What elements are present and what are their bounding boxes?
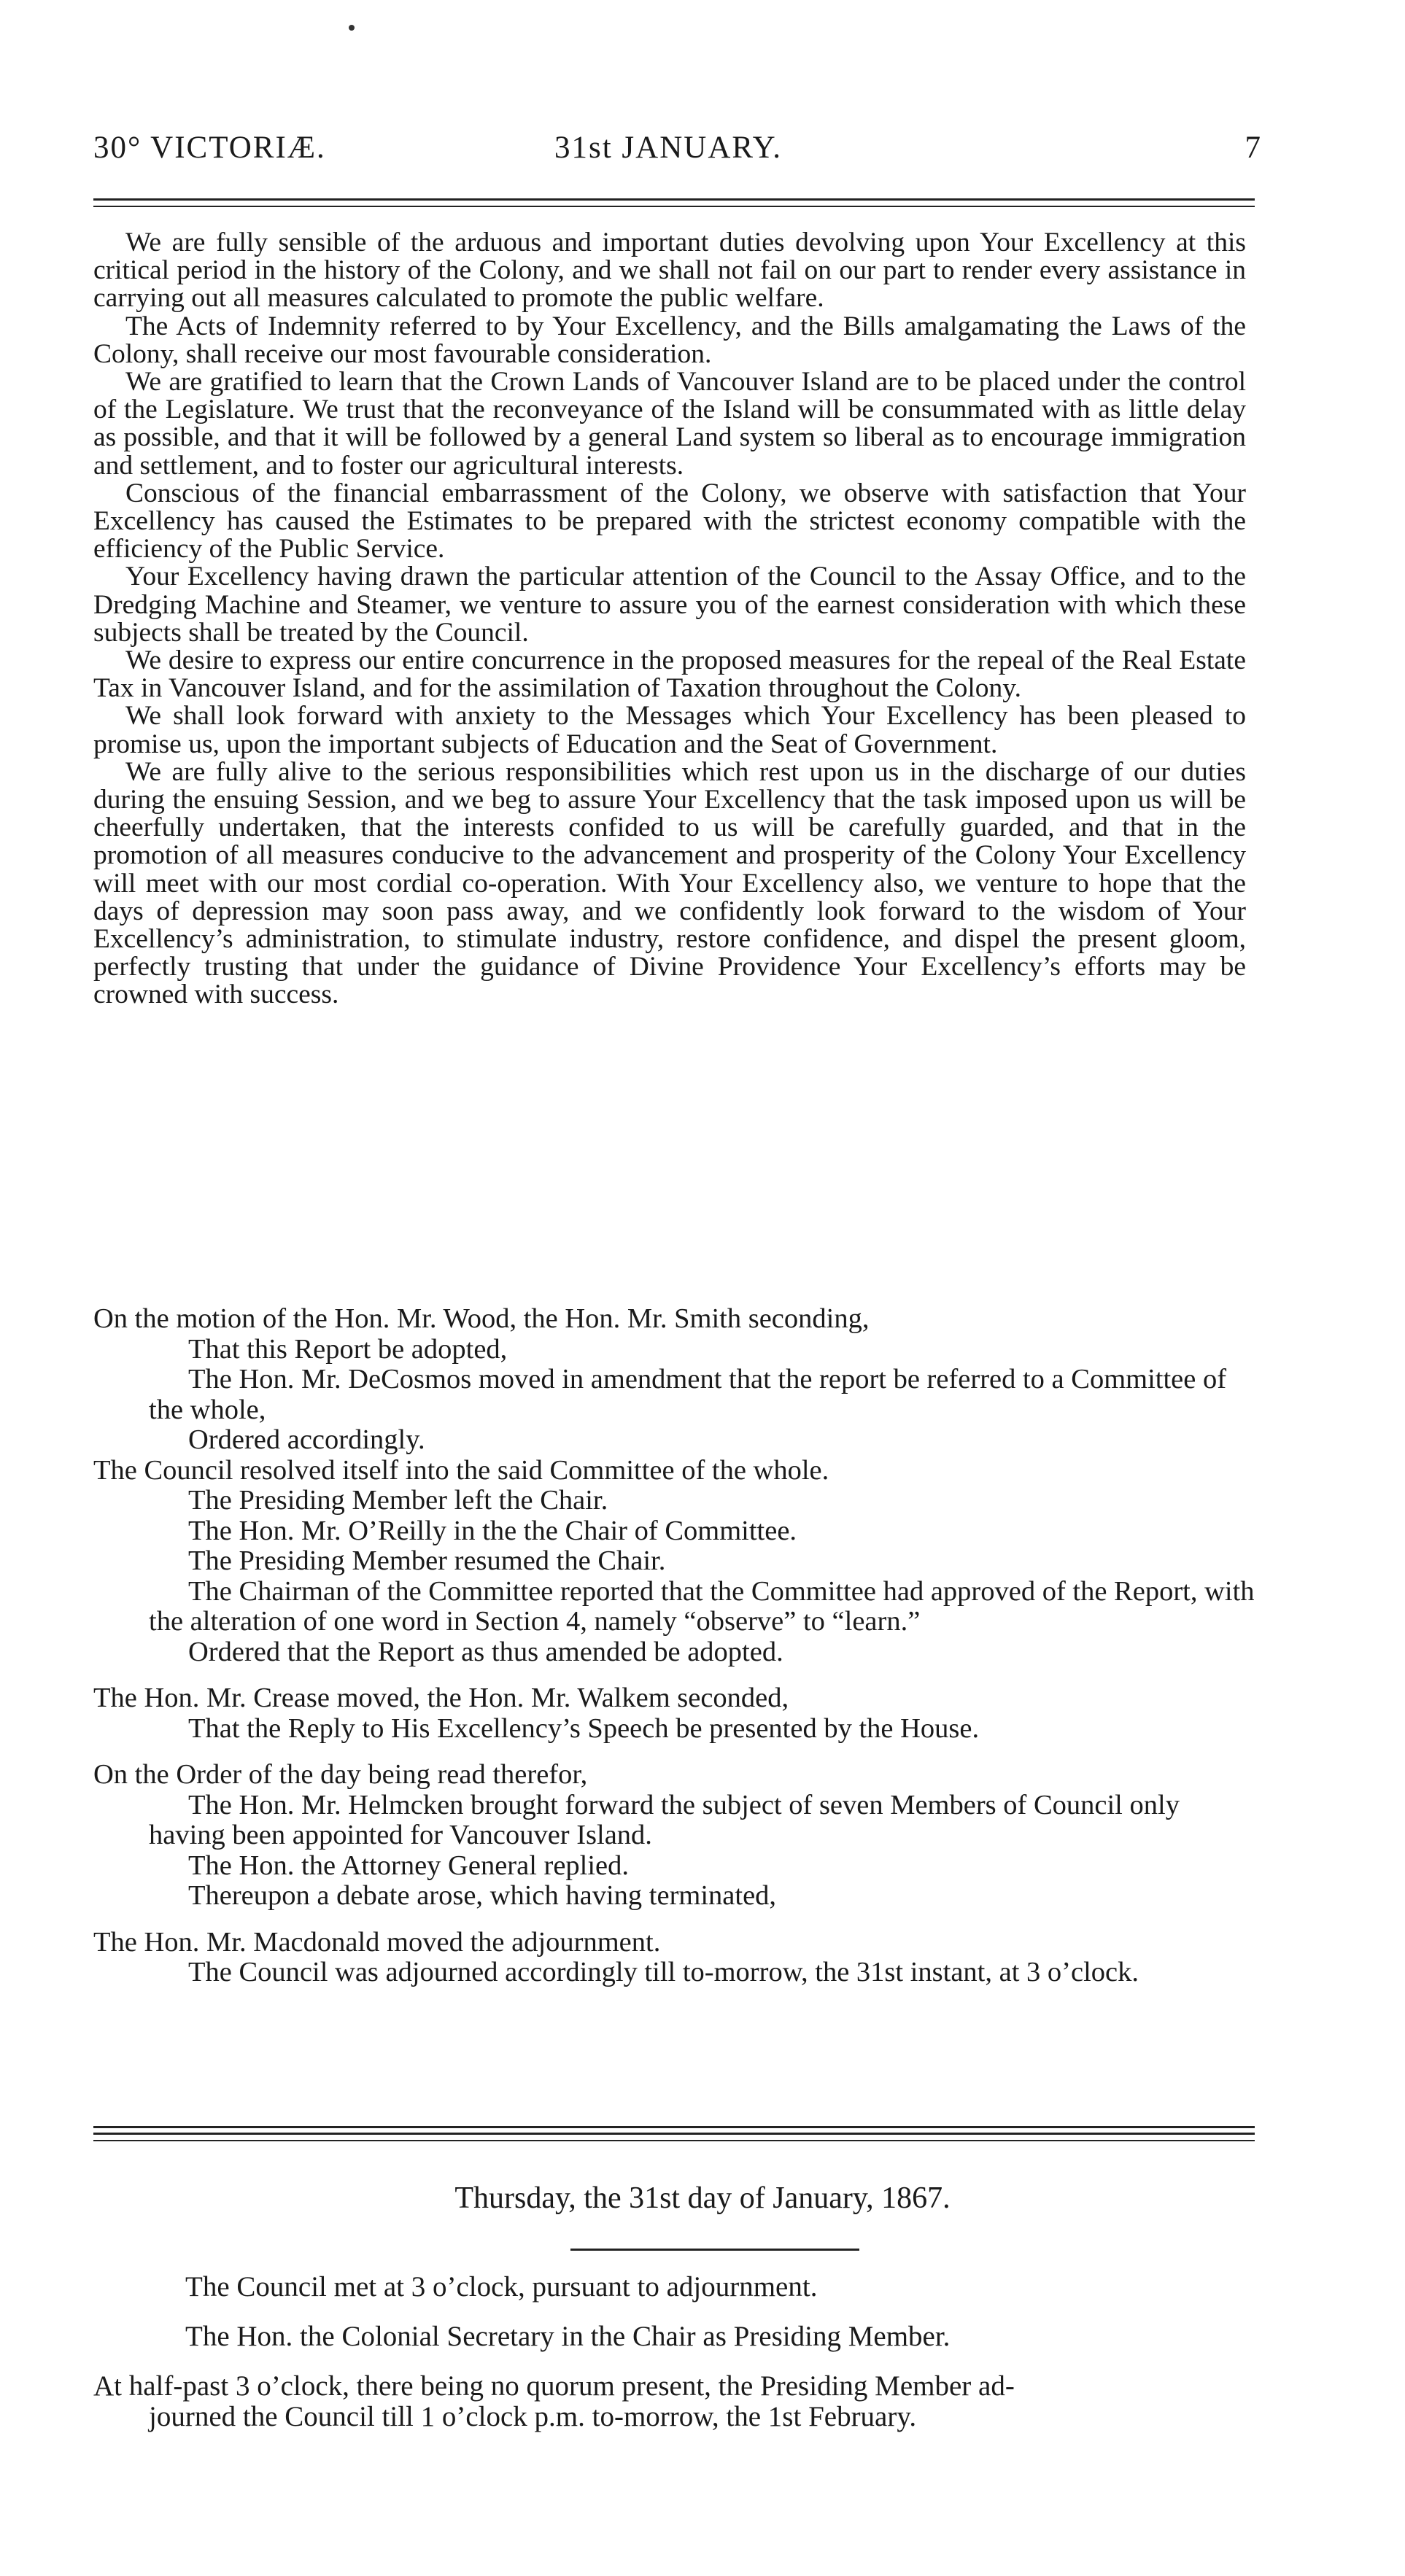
quorum-line-continued: journed the Council till 1 o’clock p.m. to-morrow, the 1st February.: [149, 2401, 917, 2432]
address-paragraph: We are fully alive to the serious responsibilities which rest upon us in the discharge of our duties during the ensuing Session, and we beg to assure Your Excellency that the task imposed upon us will be cheerfully undertaken, that the interests confided to us will be carefully guarded, and that in the promotion of all measures conducive to the advancement and prosperity of the Colony Your Excellency will meet with our most cordial co-operation. With Your Excellency also, we venture to hope that the days of depression may soon pass away, and we confidently look forward to the wisdom of Your Excellency’s administration, to stimulate industry, restore confidence, and dispel the present gloom, perfectly trusting that under the guidance of Divine Providence Your Excellency’s efforts may be crowned with success.: [93, 756, 1246, 1010]
minute-entry: The Hon. the Attorney General replied.: [188, 1850, 630, 1881]
minute-entry: The Chairman of the Committee reported that the Committee had approved of the Report, with the alteration of one word in Section 4, namely “observe” to “learn.”: [149, 1575, 1255, 1637]
header-rule-thin: [93, 206, 1255, 207]
minute-entry: The Council resolved itself into the said Committee of the whole.: [93, 1454, 829, 1486]
spacer: [93, 1744, 1255, 1760]
address-paragraph: Conscious of the financial embarrassment of the Colony, we observe with satisfaction that Your Excellency has caused the Estimates to be prepared with the strictest economy compatible with the efficiency of the Public Service.: [93, 478, 1246, 565]
quorum-line: At half-past 3 o’clock, there being no quorum present, the Presiding Member ad-: [93, 2370, 1015, 2402]
ink-speck-icon: [349, 25, 355, 31]
spacer: [93, 1912, 1255, 1928]
reply-address: [93, 229, 1246, 1009]
minute-entry: Ordered that the Report as thus amended be adopted.: [188, 1636, 783, 1667]
minute-entry: That the Reply to His Excellency’s Speech be presented by the House.: [188, 1712, 980, 1744]
section-rule: [93, 2126, 1255, 2128]
day-heading-rule: [570, 2249, 859, 2251]
header-rule: [93, 198, 1255, 201]
minute-entry: The Presiding Member left the Chair.: [188, 1485, 608, 1516]
minute-entry: The Hon. Mr. O’Reilly in the the Chair of Committee.: [188, 1515, 797, 1546]
address-paragraph: We are fully sensible of the arduous and important duties devolving upon Your Excellency at this critical period in the history of the Colony, and we shall not fail on our part to render every assistance in carrying out all measures calculated to promote the public welfare.: [93, 228, 1246, 314]
address-paragraph: We shall look forward with anxiety to the Messages which Your Excellency has been pleased to promise us, upon the important subjects of Education and the Seat of Government.: [93, 701, 1246, 759]
section-rule: [93, 2140, 1255, 2141]
minute-entry: The Hon. Mr. DeCosmos moved in amendment that the report be referred to a Committee of the whole,: [149, 1364, 1227, 1425]
closing-minutes: [93, 2272, 1261, 2432]
minute-entry: The Hon. Mr. Crease moved, the Hon. Mr. Walkem seconded,: [93, 1683, 789, 1713]
day-heading: Thursday, the 31st day of January, 1867.: [454, 2181, 951, 2215]
minute-entry: The Hon. Mr. Macdonald moved the adjournment.: [93, 1926, 661, 1958]
minute-entry: On the motion of the Hon. Mr. Wood, the Hon. Mr. Smith seconding,: [93, 1303, 870, 1334]
minute-entry: Thereupon a debate arose, which having terminated,: [188, 1880, 777, 1911]
address-paragraph: The Acts of Indemnity referred to by Your Excellency, and the Bills amalgamating the Laws of the Colony, shall receive our most favourable consideration.: [93, 311, 1246, 369]
minute-entry: The Presiding Member resumed the Chair.: [188, 1545, 666, 1576]
page-header: [93, 130, 1261, 174]
minute-entry: The Council met at 3 o’clock, pursuant to adjournment.: [185, 2271, 818, 2303]
address-paragraph: We desire to express our entire concurrence in the proposed measures for the repeal of the Real Estate Tax in Vancouver Island, and for the assimilation of Taxation throughout the Colony.: [93, 645, 1246, 704]
council-minutes: [93, 1304, 1255, 1988]
address-paragraph: We are gratified to learn that the Crown Lands of Vancouver Island are to be placed under the control of the Legislature. We trust that the reconveyance of the Island will be consummated with as little delay as possible, and that it will be followed by a general Land system so liberal as to encourage immigration and settlement, and to foster our agricultural interests.: [93, 367, 1246, 481]
header-session: 30° VICTORIÆ.: [93, 131, 326, 165]
minute-entry: The Hon. Mr. Helmcken brought forward the subject of seven Members of Council only having been appointed for Vancouver Island.: [149, 1789, 1180, 1850]
minute-entry: [93, 2371, 1261, 2432]
minute-entry: That this Report be adopted,: [188, 1333, 508, 1365]
section-rule: [93, 2133, 1255, 2135]
spacer: [93, 1667, 1255, 1683]
address-paragraph: Your Excellency having drawn the particular attention of the Council to the Assay Office, and to the Dredging Machine and Steamer, we venture to assure you of the earnest consideration with which these subjects shall be treated by the Council.: [93, 562, 1246, 648]
page-number: 7: [1245, 131, 1261, 165]
minute-entry: The Hon. the Colonial Secretary in the Chair as Presiding Member.: [185, 2321, 951, 2352]
minute-entry: Ordered accordingly.: [188, 1424, 425, 1455]
minute-entry: On the Order of the day being read therefor,: [93, 1759, 588, 1790]
minute-entry: The Council was adjourned accordingly till to-morrow, the 31st instant, at 3 o’clock.: [188, 1957, 1139, 1987]
header-date: 31st JANUARY.: [554, 131, 782, 165]
